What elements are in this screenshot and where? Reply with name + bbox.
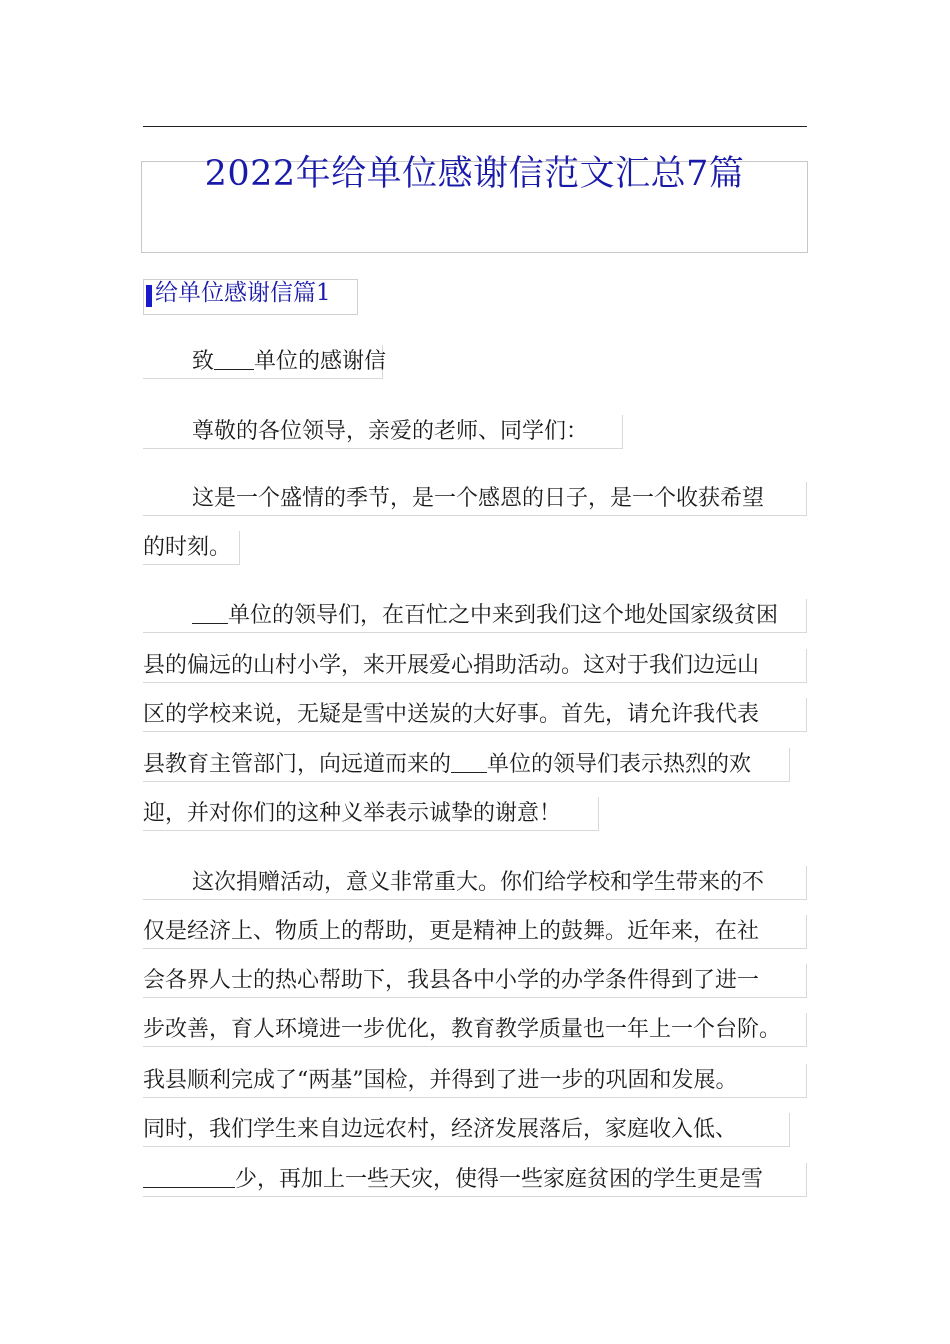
paragraph-line: 尊敬的各位领导，亲爱的老师、同学们：	[143, 415, 623, 449]
paragraph-line: 县教育主管部门，向远道而来的 单位的领导们表示热烈的欢	[143, 748, 790, 782]
paragraph-line: 的时刻。	[143, 531, 240, 565]
paragraph-line: 少，再加上一些天灾，使得一些家庭贫困的学生更是雪	[143, 1163, 807, 1197]
paragraph-line: 仅是经济上、物质上的帮助，更是精神上的鼓舞。近年来，在社	[143, 915, 807, 949]
paragraph-line: 致 单位的感谢信	[143, 345, 383, 379]
paragraph-line: 步改善，育人环境进一步优化，教育教学质量也一年上一个台阶。	[143, 1013, 807, 1047]
document-title: 2022年给单位感谢信范文汇总7篇	[204, 154, 745, 194]
paragraph-line: 同时，我们学生来自边远农村，经济发展落后，家庭收入低、	[143, 1113, 790, 1147]
paragraph-line: 会各界人士的热心帮助下，我县各中小学的办学条件得到了进一	[143, 964, 807, 998]
header-rule	[143, 126, 807, 127]
paragraph-line: 区的学校来说，无疑是雪中送炭的大好事。首先，请允许我代表	[143, 698, 807, 732]
fill-in-blank	[451, 750, 487, 773]
fill-in-blank	[143, 1165, 235, 1188]
paragraph-line: 县的偏远的山村小学，来开展爱心捐助活动。这对于我们边远山	[143, 649, 807, 683]
paragraph-line: 迎，并对你们的这种义举表示诚挚的谢意！	[143, 797, 599, 831]
paragraph-line: 这次捐赠活动，意义非常重大。你们给学校和学生带来的不	[143, 866, 807, 900]
paragraph-line: 这是一个盛情的季节，是一个感恩的日子，是一个收获希望	[143, 482, 807, 516]
text-cursor-marker	[146, 285, 152, 307]
paragraph-line: 单位的领导们，在百忙之中来到我们这个地处国家级贫困	[143, 599, 807, 633]
paragraph-line: 我县顺利完成了“两基”国检，并得到了进一步的巩固和发展。	[143, 1064, 807, 1098]
section-heading: 给单位感谢信篇1	[155, 280, 331, 306]
fill-in-blank	[192, 601, 228, 624]
fill-in-blank	[214, 347, 254, 370]
